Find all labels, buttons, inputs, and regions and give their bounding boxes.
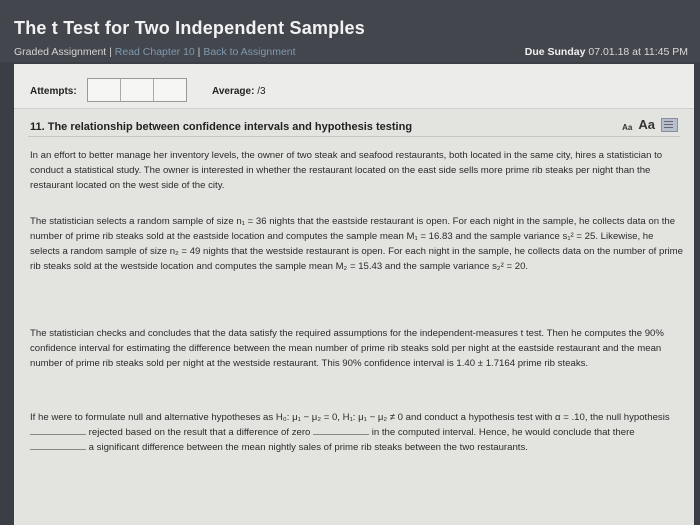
separator: | (194, 46, 204, 58)
back-to-assignment-link[interactable]: Back to Assignment (203, 46, 296, 58)
question-title: 11. The relationship between confidence intervals and hypothesis testing (30, 121, 413, 133)
question-text: If he were to formulate null and alternative hypotheses as H₀: μ₁ − μ₂ = 0, H₁: μ₁ − μ₂ ≠ 0 and conduct a hypothesis test with α = .10, the null hypothesis (30, 412, 670, 423)
attempt-slot (88, 79, 121, 101)
font-size-tools (622, 117, 678, 132)
average-score (212, 86, 266, 97)
null-hypothesis-dropdown[interactable] (30, 425, 86, 435)
question-text: in the computed interval. Hence, he would conclude that there (371, 427, 635, 438)
divider (28, 136, 680, 137)
attempt-slot (121, 79, 154, 101)
due-date (525, 46, 688, 58)
due-date-value: 07.01.18 at 11:45 PM (585, 46, 688, 58)
question-text: rejected based on the result that a difference of zero (88, 427, 311, 438)
increase-font-button[interactable]: Aa (638, 117, 655, 132)
page-header (0, 0, 700, 62)
attempts-indicator (87, 78, 187, 102)
average-value: /3 (254, 86, 266, 97)
assignment-type: Graded Assignment (14, 46, 107, 58)
conclusion-dropdown[interactable] (30, 440, 86, 450)
decrease-font-button[interactable]: Aa (622, 123, 633, 132)
question-paragraph-2: The statistician selects a random sample of size n₁ = 36 nights that the eastside restaurant is open. For each night in the sample, he collects data on the number of prime rib steaks sold at the eastside location and computes the sample mean M₁ = 16.83 and the sample variance s₁² = 25. Likewise, he selects a random sample of size n₂ = 49 nights that the westside restaurant is open. For each night in the sample, he collects data on the number of prime rib steaks sold at the westside location and computes the sample mean M₂ = 15.43 and the sample variance s₂² = 20. (30, 216, 683, 272)
read-chapter-link[interactable]: Read Chapter 10 (114, 46, 195, 58)
separator: | (106, 46, 115, 58)
question-paragraph-3: The statistician checks and concludes that the data satisfy the required assumptions for the independent-measures t test. Then he computes the 90% confidence interval for estimating the difference between the mean number of prime rib steaks sold per night at the eastside restaurant and the mean number of prime rib steaks sold per night at the westside restaurant. This 90% confidence interval is 1.40 ± 1.7164 prime rib steaks. (30, 328, 664, 369)
attempts-bar (14, 64, 694, 109)
attempt-slot (154, 79, 186, 101)
page-title: The t Test for Two Independent Samples (14, 18, 365, 38)
question-text: a significant difference between the mean nightly sales of prime rib steaks between the two restaurants. (88, 442, 528, 453)
attempts-label: Attempts: (30, 86, 77, 97)
print-icon[interactable] (661, 118, 678, 132)
due-label: Due Sunday (524, 46, 586, 58)
interval-contains-dropdown[interactable] (313, 425, 369, 435)
question-paragraph-1: In an effort to better manage her inventory levels, the owner of two steak and seafood restaurants, both located in the same city, hires a statistician to conduct a statistical study. The owner is interested in whether the restaurant located on the east side sells more prime rib steaks per night than the restaurant located on the west side of the city. (30, 150, 663, 191)
average-label: Average: (212, 86, 255, 97)
question-panel (14, 64, 694, 525)
breadcrumb (14, 46, 296, 58)
question-paragraph-4 (30, 410, 684, 455)
